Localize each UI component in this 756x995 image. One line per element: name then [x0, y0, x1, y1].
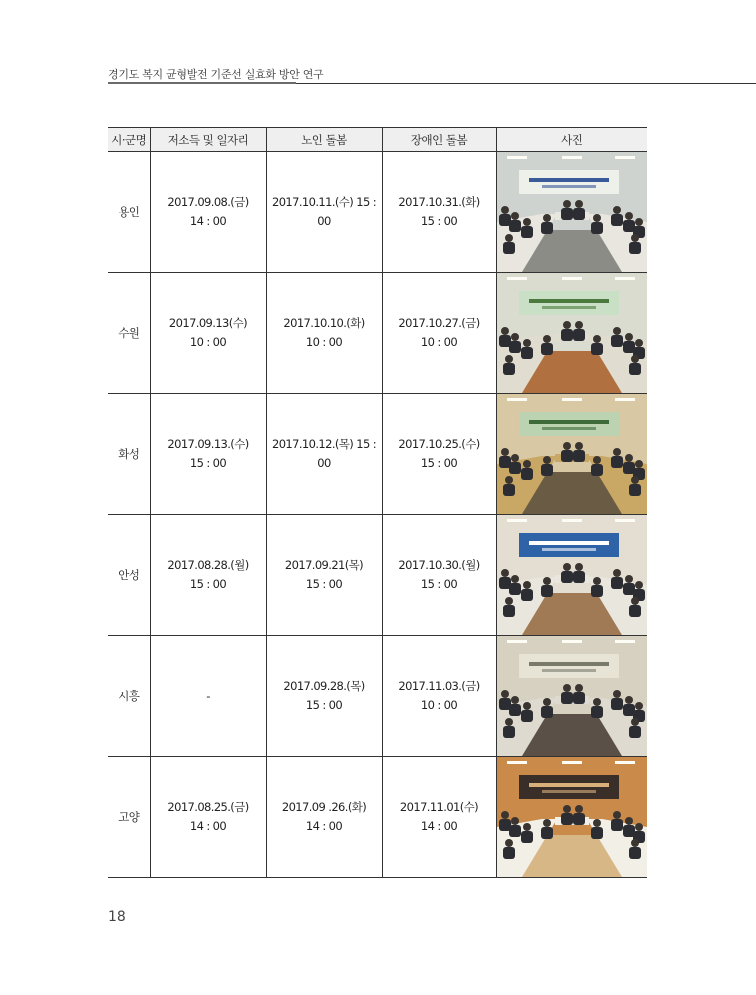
- schedule-time: 15 : 00: [420, 456, 458, 470]
- schedule-date: 2017.10.27.(금): [398, 316, 480, 330]
- schedule-time: 10 : 00: [420, 698, 458, 712]
- schedule-date: 2017.10.30.(월): [398, 558, 480, 572]
- schedule-date: 2017.09.28.(목): [283, 679, 365, 693]
- schedule-date: 2017.10.10.(화): [283, 316, 365, 330]
- meeting-photo: [497, 757, 647, 877]
- low-income-schedule-cell: [150, 394, 266, 515]
- city-name-cell: 수원: [108, 273, 150, 394]
- elderly-schedule-cell: [266, 152, 382, 273]
- column-header-photo: 사진: [496, 128, 647, 152]
- schedule-date: 2017.09.08.(금): [167, 195, 249, 209]
- elderly-schedule-cell: [266, 394, 382, 515]
- table-row: [108, 757, 647, 878]
- schedule-time: 14 : 00: [305, 819, 343, 833]
- column-header-disabled-care: 장애인 돌봄: [382, 128, 496, 152]
- schedule-time: 14 : 00: [189, 214, 227, 228]
- schedule-date: -: [206, 688, 210, 703]
- schedule-date: 2017.10.25.(수): [398, 437, 480, 451]
- city-name-cell: 화성: [108, 394, 150, 515]
- photo-cell: [496, 394, 647, 515]
- table-row: [108, 515, 647, 636]
- disabled-schedule-cell: [382, 515, 496, 636]
- photo-cell: [496, 273, 647, 394]
- schedule-time: 14 : 00: [420, 819, 458, 833]
- schedule-time: 15 : 00: [305, 698, 343, 712]
- schedule-date: 2017.09.21(목): [284, 558, 364, 572]
- schedule-date: 2017.10.12.(목) 15 : 00: [271, 437, 376, 470]
- schedule-date: 2017.10.31.(화): [398, 195, 480, 209]
- meeting-photo: [497, 394, 647, 514]
- schedule-table: [108, 127, 647, 878]
- disabled-schedule-cell: [382, 636, 496, 757]
- schedule-date: 2017.09.13(수): [168, 316, 248, 330]
- table-row: [108, 394, 647, 515]
- schedule-time: 15 : 00: [189, 577, 227, 591]
- header-rule: [296, 83, 756, 84]
- disabled-schedule-cell: [382, 152, 496, 273]
- schedule-time: 15 : 00: [189, 456, 227, 470]
- page-number: 18: [108, 909, 126, 925]
- table-header-row: [108, 128, 647, 152]
- schedule-date: 2017.08.28.(월): [167, 558, 249, 572]
- meeting-photo: [497, 273, 647, 393]
- table-row: [108, 152, 647, 273]
- schedule-date: 2017.11.03.(금): [398, 679, 480, 693]
- table-body: [108, 152, 647, 878]
- schedule-time: 14 : 00: [189, 819, 227, 833]
- table-row: [108, 636, 647, 757]
- elderly-schedule-cell: [266, 273, 382, 394]
- schedule-date: 2017.08.25.(금): [167, 800, 249, 814]
- schedule-date: 2017.11.01(수): [399, 800, 479, 814]
- photo-cell: [496, 515, 647, 636]
- photo-cell: [496, 757, 647, 878]
- low-income-schedule-cell: [150, 515, 266, 636]
- schedule-time: 10 : 00: [420, 335, 458, 349]
- column-header-elderly-care: 노인 돌봄: [266, 128, 382, 152]
- disabled-schedule-cell: [382, 757, 496, 878]
- low-income-schedule-cell: [150, 152, 266, 273]
- column-header-city: 시·군명: [108, 128, 150, 152]
- elderly-schedule-cell: [266, 757, 382, 878]
- schedule-time: 15 : 00: [420, 577, 458, 591]
- schedule-date: 2017.10.11.(수) 15 : 00: [271, 195, 376, 228]
- running-header: 경기도 복지 균형발전 기준선 실효화 방안 연구: [108, 68, 324, 81]
- photo-cell: [496, 152, 647, 273]
- schedule-time: 10 : 00: [189, 335, 227, 349]
- schedule-time: 15 : 00: [420, 214, 458, 228]
- city-name-cell: 고양: [108, 757, 150, 878]
- disabled-schedule-cell: [382, 394, 496, 515]
- schedule-date: 2017.09 .26.(화): [281, 800, 367, 814]
- header-rule-accent: [108, 82, 296, 84]
- table-row: [108, 273, 647, 394]
- meeting-photo: [497, 636, 647, 756]
- schedule-time: 10 : 00: [305, 335, 343, 349]
- city-name-cell: 시흥: [108, 636, 150, 757]
- city-name-cell: 안성: [108, 515, 150, 636]
- schedule-time: 15 : 00: [305, 577, 343, 591]
- disabled-schedule-cell: [382, 273, 496, 394]
- meeting-photo: [497, 515, 647, 635]
- meeting-photo: [497, 152, 647, 272]
- elderly-schedule-cell: [266, 515, 382, 636]
- photo-cell: [496, 636, 647, 757]
- city-name-cell: 용인: [108, 152, 150, 273]
- schedule-date: 2017.09.13.(수): [167, 437, 249, 451]
- low-income-schedule-cell: [150, 636, 266, 757]
- elderly-schedule-cell: [266, 636, 382, 757]
- low-income-schedule-cell: [150, 273, 266, 394]
- low-income-schedule-cell: [150, 757, 266, 878]
- column-header-low-income: 저소득 및 일자리: [150, 128, 266, 152]
